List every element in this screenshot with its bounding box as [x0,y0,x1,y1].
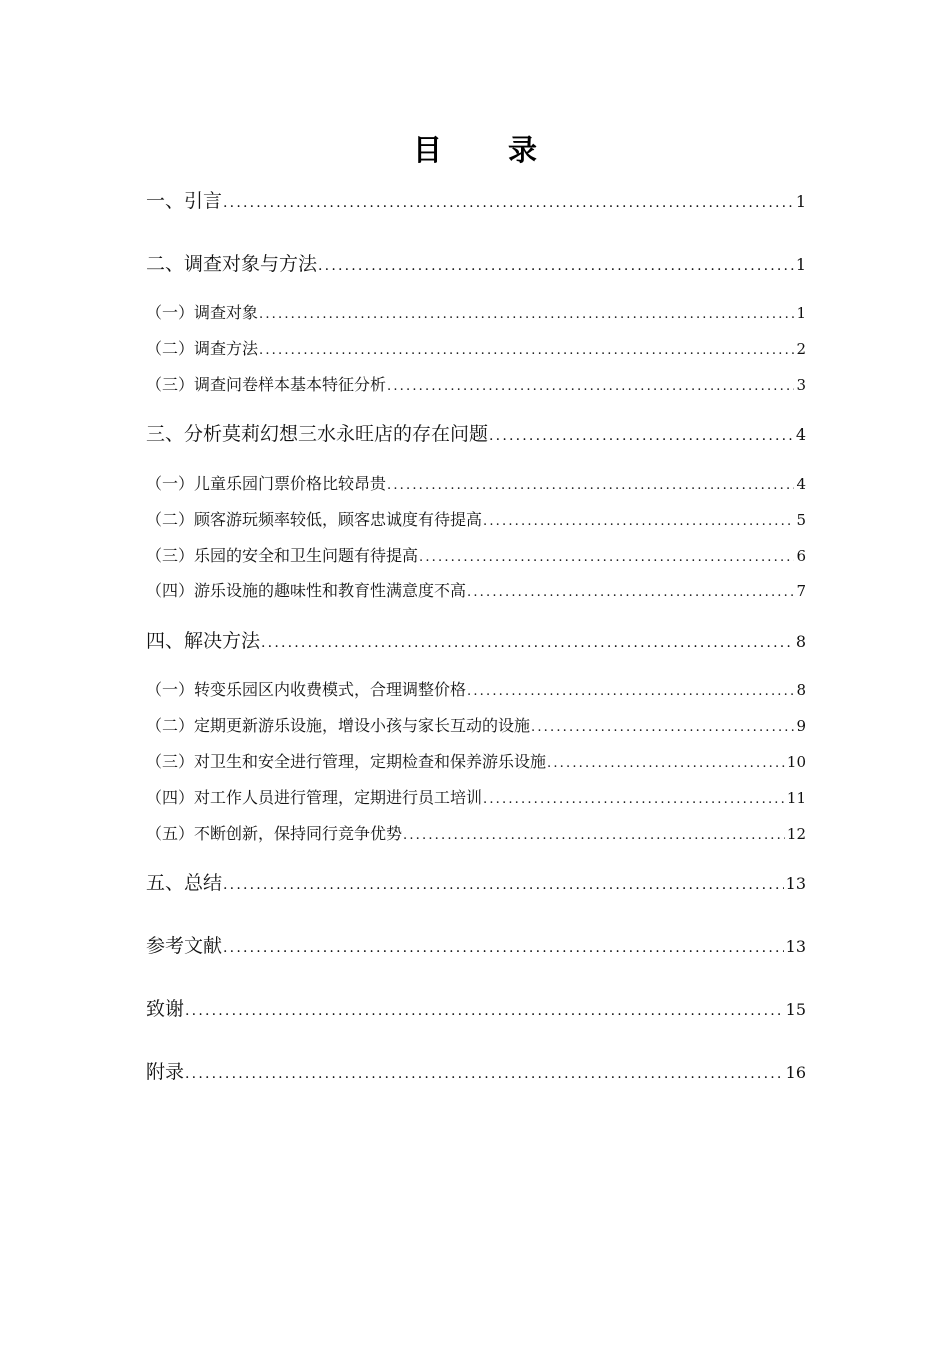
toc-entry-label: （三）对卫生和安全进行管理，定期检查和保养游乐设施 [146,752,547,771]
toc-entry-references[interactable] [146,933,806,961]
toc-entry-page: 9 [796,717,806,735]
toc-entry-page: 16 [785,1063,806,1082]
toc-entry-problems[interactable] [146,421,806,449]
toc-entry-appendix[interactable] [146,1059,806,1087]
toc-leader-dots [387,376,794,398]
toc-leader-dots [483,789,785,811]
toc-entry-facility-satisfaction[interactable] [146,580,806,604]
toc-entry-page: 1 [795,255,806,274]
toc-entry-survey-method[interactable] [146,251,806,279]
toc-leader-dots [259,340,794,362]
toc-entry-label: 参考文献 [146,935,223,957]
toc-entry-page: 3 [796,376,806,394]
toc-leader-dots [223,872,784,898]
toc-entry-summary[interactable] [146,870,806,898]
toc-leader-dots [547,753,785,775]
toc-entry-solutions[interactable] [146,628,806,656]
toc-entry-page: 15 [785,1000,806,1019]
toc-entry-hygiene-management[interactable] [146,751,806,775]
toc-leader-dots [489,423,794,449]
toc-entry-staff-training[interactable] [146,787,806,811]
toc-entry-page: 1 [796,304,806,322]
toc-entry-update-facilities[interactable] [146,715,806,739]
toc-entry-introduction[interactable] [146,188,806,216]
toc-entry-page: 8 [796,681,806,699]
toc-entry-label: （二）顾客游玩频率较低，顾客忠诚度有待提高 [146,510,483,529]
toc-leader-dots [223,190,794,216]
toc-leader-dots [531,717,794,739]
toc-leader-dots [467,681,794,703]
toc-entry-label: （四）游乐设施的趣味性和教育性满意度不高 [146,581,467,600]
toc-entry-label: 附录 [146,1061,185,1083]
toc-entry-survey-subject[interactable] [146,302,806,326]
toc-leader-dots [318,253,794,279]
toc-entry-safety-hygiene[interactable] [146,545,806,569]
toc-entry-label: 五、总结 [146,872,223,894]
toc-entry-page: 1 [795,192,806,211]
toc-leader-dots [223,935,784,961]
toc-leader-dots [419,547,794,569]
toc-entry-label: （二）调查方法 [146,339,259,358]
toc-leader-dots [185,1061,784,1087]
toc-entry-survey-approach[interactable] [146,338,806,362]
toc-entry-label: （一）儿童乐园门票价格比较昂贵 [146,474,387,493]
toc-entry-page: 12 [786,825,806,843]
toc-entry-ticket-price[interactable] [146,473,806,497]
toc-entry-label: 三、分析莫莉幻想三水永旺店的存在问题 [146,423,489,445]
toc-entry-sample-analysis[interactable] [146,374,806,398]
toc-entry-label: （一）转变乐园区内收费模式，合理调整价格 [146,680,467,699]
toc-entry-pricing-model[interactable] [146,679,806,703]
toc-entry-page: 13 [785,874,806,893]
toc-entry-label: （一）调查对象 [146,303,259,322]
toc-entry-page: 10 [786,753,806,771]
toc-leader-dots [483,511,794,533]
toc-entry-label: 致谢 [146,998,185,1020]
toc-entry-page: 8 [795,632,806,651]
toc-entry-label: （五）不断创新，保持同行竞争优势 [146,824,403,843]
toc-entry-page: 5 [796,511,806,529]
toc-entry-page: 11 [786,789,806,807]
toc-entry-label: 一、引言 [146,190,223,212]
toc-entry-customer-loyalty[interactable] [146,509,806,533]
toc-leader-dots [261,630,794,656]
toc-entry-label: （二）定期更新游乐设施，增设小孩与家长互动的设施 [146,716,531,735]
toc-leader-dots [387,475,794,497]
toc-leader-dots [185,998,784,1024]
toc-entry-label: 二、调查对象与方法 [146,253,318,275]
toc-leader-dots [403,825,785,847]
toc-entry-innovation[interactable] [146,823,806,847]
toc-entry-page: 2 [796,340,806,358]
page-title: 目 录 [412,133,566,167]
toc-entry-label: 四、解决方法 [146,630,261,652]
toc-entry-label: （三）调查问卷样本基本特征分析 [146,375,387,394]
toc-entry-label: （三）乐园的安全和卫生问题有待提高 [146,546,419,565]
toc-entry-page: 4 [796,475,806,493]
toc-entry-label: （四）对工作人员进行管理，定期进行员工培训 [146,788,483,807]
toc-entry-acknowledgements[interactable] [146,996,806,1024]
toc-leader-dots [467,582,794,604]
toc-entry-page: 13 [785,937,806,956]
toc-entry-page: 7 [796,582,806,600]
toc-entry-page: 6 [796,547,806,565]
toc-leader-dots [259,304,794,326]
toc-entry-page: 4 [795,425,806,444]
